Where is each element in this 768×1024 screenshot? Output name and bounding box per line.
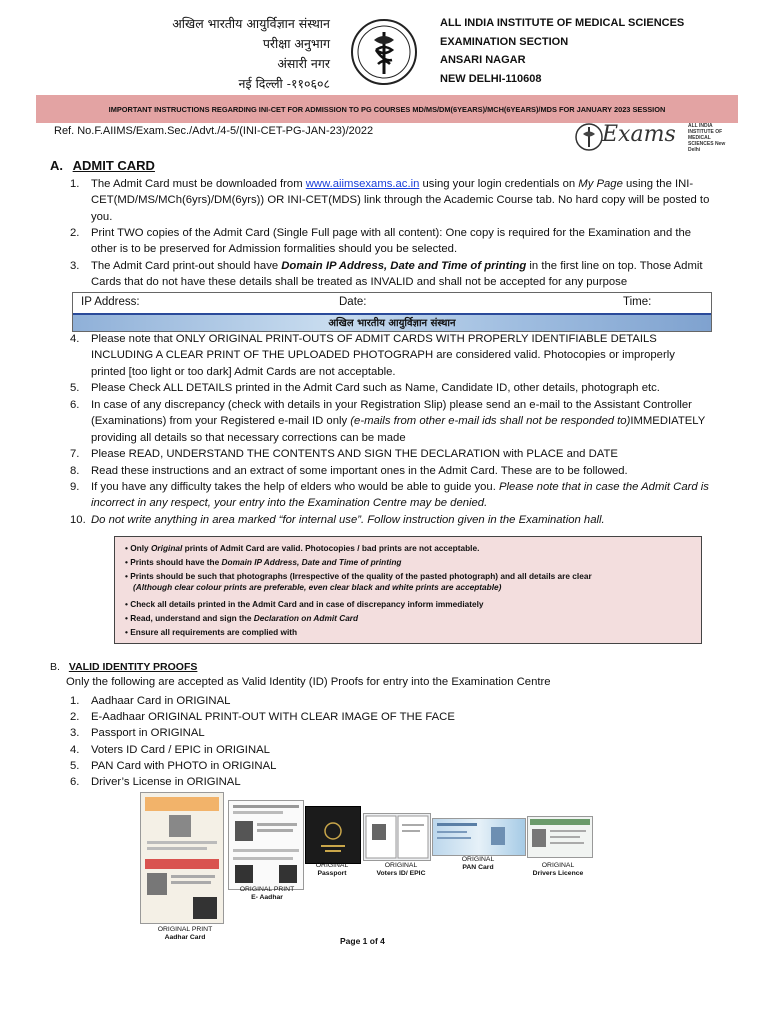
item-text: Driver’s License in ORIGINAL (91, 776, 241, 788)
driving-licence-caption (523, 862, 593, 878)
notice-bullet: • Prints should have the Domain IP Address, Date and Time of printing (125, 557, 402, 567)
item-number: 1. (70, 178, 80, 190)
item-text (91, 176, 711, 225)
item-number: 6. (70, 399, 80, 411)
item-number: 7. (70, 448, 80, 460)
item-text: Aadhaar Card in ORIGINAL (91, 695, 231, 707)
item-text: Please READ, UNDERSTAND THE CONTENTS AND SIGN THE DECLARATION with PLACE and DATE (91, 448, 618, 460)
section-letter: B. (50, 661, 60, 673)
voter-id-caption (366, 862, 436, 878)
item-number: 2. (70, 711, 80, 723)
notice-bullet: • Ensure all requirements are complied with (125, 627, 298, 637)
section-title: ADMIT CARD (72, 158, 155, 173)
aadhar-caption (150, 926, 220, 942)
hindi-line: परीक्षा अनुभाग (262, 36, 330, 51)
item-number: 10. (70, 514, 86, 526)
notice-bullet: • Check all details printed in the Admit Card and in case of discrepancy inform immediately (125, 599, 484, 609)
aiimsexams-link[interactable]: www.aiimsexams.ac.in (305, 178, 420, 190)
item-number: 9. (70, 481, 80, 493)
item-text: Voters ID Card / EPIC in ORIGINAL (91, 744, 270, 756)
e-aadhar-image (228, 800, 304, 890)
section-title: VALID IDENTITY PROOFS (68, 661, 198, 673)
pan-card-image (432, 818, 526, 856)
item-text-part: in the first line on top. Those Admit Cards that do not have these details shall be treated as INVALID and shall not be accepted for any purpose (91, 260, 703, 289)
english-line: EXAMINATION SECTION (440, 35, 569, 48)
passport-caption (302, 862, 362, 878)
item-text-part: using your login credentials on (419, 178, 579, 190)
logo-small-text: ALL INDIA INSTITUTE OF MEDICAL SCIENCES New Delhi (688, 123, 726, 153)
aadhar-card-image (140, 792, 224, 924)
notice-text: Read, understand and sign the (130, 613, 254, 623)
item-text (91, 397, 711, 446)
english-line: ANSARI NAGAR (440, 54, 526, 66)
notice-text: Prints should be such that photographs (Irrespective of the quality of the pasted photograph) and all details are clear (130, 571, 592, 581)
item-text-part: using the INI-CET(MD/MS/MCh(6yrs)/DM(6yrs)) OR INI-CET(MDS) link through the Academic Course tab. No hard copy will be posted to you. (91, 178, 710, 223)
caption-bottom: Passport (317, 870, 347, 877)
item-text (91, 479, 711, 512)
item-text: Read these instructions and an extract of some important ones in the Admit Card. These are to be followed. (91, 465, 628, 477)
item-text: Please note that ONLY ORIGINAL PRINT-OUTS OF ADMIT CARDS WITH PROPERLY IDENTIFIABLE DETAILS INCLUDING A CLEAR PRINT OF THE UPLOADED PHOTOGRAPH are considered valid. Photocopies or improperly printed [too light or too dark] Admit Cards are not acceptable. (91, 333, 675, 378)
section-b-intro: Only the following are accepted as Valid Identity (ID) Proofs for entry into the Examination Centre (66, 676, 551, 688)
caption-bottom: Drivers Licence (532, 870, 584, 877)
caption-bottom: PAN Card (462, 864, 494, 871)
hindi-header (120, 14, 330, 94)
notice-text: Prints should have the (130, 557, 222, 567)
item-text-italic: (e-mails from other e-mail ids shall not be responded to) (350, 415, 631, 428)
item-number: 2. (70, 227, 80, 239)
instruction-banner: IMPORTANT INSTRUCTIONS REGARDING INI-CET FOR ADMISSION TO PG COURSES MD/MS/DM(6YEARS)/MCH(6YEARS)/MDS FOR JANUARY 2023 SESSION (36, 95, 738, 123)
section-b-heading (50, 661, 197, 673)
english-line: ALL INDIA INSTITUTE OF MEDICAL SCIENCES (440, 17, 685, 29)
aiims-emblem-icon (350, 18, 418, 86)
institute-row (73, 315, 711, 331)
caption-top: ORIGINAL (384, 862, 418, 869)
notice-text-italic: Original (150, 543, 183, 553)
item-text: PAN Card with PHOTO in ORIGINAL (91, 760, 277, 772)
notice-text-italic: Declaration on Admit Card (253, 613, 359, 623)
item-text-part: If you have any difficulty takes the help of elders who would be able to guide you. (91, 481, 499, 493)
section-letter: A. (50, 158, 63, 173)
item-number: 6. (70, 776, 80, 788)
caption-bottom: Aadhar Card (164, 934, 206, 941)
page-number: Page 1 of 4 (340, 936, 385, 946)
item-text: E-Aadhaar ORIGINAL PRINT-OUT WITH CLEAR IMAGE OF THE FACE (91, 711, 455, 723)
notice-bullet: • Only Original prints of Admit Card are valid. Photocopies / bad prints are not acceptable. (125, 543, 480, 553)
logo-exams-text: Exams (602, 122, 676, 147)
caption-bottom: Voters ID/ EPIC (376, 870, 426, 877)
item-text-part: IMMEDIATELY providing all details so that necessary corrections can be made (91, 415, 706, 444)
notice-bullet: • Read, understand and sign the Declaration on Admit Card (125, 613, 359, 623)
item-text: Print TWO copies of the Admit Card (Single Full page with all content): One copy is required for the Examination and the other is to be preserved for Admission formalities should you be selected. (91, 227, 692, 256)
item-text-italic: My Page (578, 178, 623, 190)
section-a-heading (50, 158, 155, 173)
item-text-part: In case of any discrepancy (check with details in your Registration Slip) please send an e-mail to the Assistant Controller (Examinations) from your Registered e-mail ID only (91, 399, 692, 428)
caption-bottom: E- Aadhar (251, 894, 283, 901)
english-line: NEW DELHI-110608 (440, 72, 542, 85)
passport-image (305, 806, 361, 864)
hindi-line: अंसारी नगर (277, 56, 330, 71)
voter-id-image (363, 813, 431, 861)
notice-bullet: • Prints should be such that photographs (Irrespective of the quality of the pasted photograph) and all details are clear (Although clear colour prints are preferable, even clear black and white prints are acceptable) (125, 571, 592, 592)
item-number: 5. (70, 760, 80, 772)
notice-text: prints of Admit Card are valid. Photocopies / bad prints are not acceptable. (182, 543, 480, 553)
caption-top: ORIGINAL PRINT (239, 886, 295, 893)
notice-box (114, 536, 702, 644)
item-number: 3. (70, 727, 80, 739)
notice-text: Check all details printed in the Admit Card and in case of discrepancy inform immediately (130, 599, 484, 609)
pan-card-caption (443, 856, 513, 872)
caption-top: ORIGINAL (541, 862, 575, 869)
item-text-part: The Admit Card must be downloaded from (91, 178, 306, 190)
item-text: Passport in ORIGINAL (91, 727, 205, 739)
caption-top: ORIGINAL (315, 862, 349, 869)
date-label: Date: (339, 296, 367, 308)
e-aadhar-caption (232, 886, 302, 902)
notice-text: Only (130, 543, 151, 553)
item-text-italic: Please note that in case the Admit Card is incorrect in any respect, your entry into the Examination Centre may be denied. (91, 481, 709, 510)
driving-licence-image (527, 816, 593, 858)
aiims-exams-logo (574, 122, 734, 152)
item-number: 8. (70, 465, 80, 477)
caption-top: ORIGINAL (461, 856, 495, 863)
reference-number: Ref. No.F.AIIMS/Exam.Sec./Advt./4-5/(INI-CET-PG-JAN-23)/2022 (54, 125, 374, 137)
hindi-line: अखिल भारतीय आयुर्विज्ञान संस्थान (172, 16, 330, 31)
notice-text-italic: (Although clear colour prints are preferable, even clear black and white prints are acceptable) (133, 582, 502, 592)
item-text-emphasis: Domain IP Address, Date and Time of printing (281, 260, 527, 272)
item-number: 1. (70, 695, 80, 707)
item-text: Please Check ALL DETAILS printed in the Admit Card such as Name, Candidate ID, other details, photograph etc. (91, 382, 660, 394)
time-label: Time: (623, 296, 652, 308)
notice-text-italic: Domain IP Address, Date and Time of printing (221, 557, 402, 567)
admit-card-ip-header-sample (72, 292, 712, 332)
caption-top: ORIGINAL PRINT (157, 926, 213, 933)
item-number: 3. (70, 260, 80, 272)
ip-row (73, 293, 711, 315)
item-text-part: The Admit Card print-out should have (91, 260, 282, 272)
notice-text: Ensure all requirements are complied with (130, 627, 298, 637)
item-number: 5. (70, 382, 80, 394)
institute-name: अखिल भारतीय आयुर्विज्ञान संस्थान (328, 318, 456, 329)
item-number: 4. (70, 744, 80, 756)
ip-address-label: IP Address: (81, 296, 140, 308)
item-text: Do not write anything in area marked “for internal use”. Follow instruction given in the Examination hall. (91, 514, 605, 526)
english-header (440, 14, 684, 88)
item-number: 4. (70, 333, 80, 345)
hindi-line: नई दिल्ली -११०६०८ (238, 76, 330, 91)
item-text (91, 258, 711, 291)
